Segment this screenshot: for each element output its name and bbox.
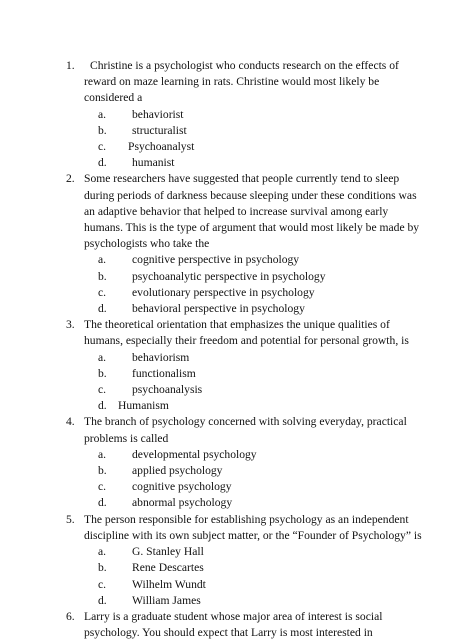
option-letter: d. [98,496,107,510]
option-b [84,123,428,139]
question-1 [66,58,428,171]
question-text: Christine is a psychologist who conducts research on the effects of reward on maze learning in rats. Christine would most likely be considered a [84,59,399,105]
question-text: The branch of psychology concerned with solving everyday, practical problems is called [84,415,407,445]
option-c [84,139,428,155]
option-letter: a. [98,545,107,559]
option-letter: a. [98,447,107,461]
question-5 [66,512,428,609]
option-list [84,447,428,512]
question-number: 5. [66,512,75,526]
option-b [84,269,428,285]
question-text: The person responsible for establishing psychology as an independent discipline with its own subject matter, or the “Founder of Psychology” is [84,512,422,542]
option-text: psychoanalytic perspective in psychology [132,269,326,283]
option-text: Rene Descartes [132,561,204,575]
option-text: humanist [132,156,175,170]
option-letter: b. [98,269,107,283]
option-text: Wilhelm Wundt [132,577,206,591]
question-text: Some researchers have suggested that people currently tend to sleep during periods of darkness because sleeping under these conditions was an adaptive behavior that helped to increase survival among early humans. This is the type of argument that would most likely be made by psychologists who take the [84,172,420,251]
option-text: cognitive perspective in psychology [132,253,300,267]
option-b [84,463,428,479]
option-letter: b. [98,561,107,575]
option-letter: a. [98,107,107,121]
question-number: 3. [66,318,75,332]
question-3 [66,317,428,414]
option-c [84,577,428,593]
option-letter: b. [98,366,107,380]
question-2 [66,171,428,317]
question-number: 1. [66,59,75,72]
option-text: G. Stanley Hall [132,545,204,559]
option-list [84,350,428,415]
option-text: applied psychology [132,464,223,478]
option-letter: c. [98,383,107,397]
option-text: William James [132,593,201,607]
option-d [84,398,428,414]
option-letter: d. [98,302,107,316]
question-4 [66,414,428,511]
option-letter: d. [98,593,107,607]
question-6 [66,609,428,641]
question-text: Larry is a graduate student whose major area of interest is social psychology. You should expect that Larry is most interested in [84,609,383,640]
option-a [84,544,428,560]
option-letter: d. [98,156,107,170]
option-d [84,155,428,171]
option-a [84,107,428,123]
option-letter: d. [98,399,107,413]
option-letter: c. [98,480,107,494]
option-letter: c. [98,577,107,591]
question-text: The theoretical orientation that emphasizes the unique qualities of humans, especially their freedom and potential for personal growth, is [84,318,409,348]
option-c [84,382,428,398]
option-list [84,252,428,317]
option-text: behavioral perspective in psychology [132,302,305,316]
option-c [84,285,428,301]
option-letter: b. [98,464,107,478]
option-letter: b. [98,123,107,137]
option-letter: c. [98,285,107,299]
option-text: structuralist [132,123,187,137]
option-d [84,593,428,609]
option-letter: a. [98,253,107,267]
option-text: psychoanalysis [132,383,203,397]
option-text: evolutionary perspective in psychology [132,285,315,299]
option-list [84,544,428,609]
option-text: developmental psychology [132,447,257,461]
question-number: 2. [66,172,75,186]
question-number: 4. [66,415,75,429]
option-letter: a. [98,350,107,364]
option-a [84,447,428,463]
question-list [66,58,428,641]
option-text: behaviorism [132,350,190,364]
option-b [84,366,428,382]
option-text: Psychoanalyst [128,140,195,154]
option-list [84,107,428,172]
option-a [84,350,428,366]
option-c [84,479,428,495]
option-text: functionalism [132,366,196,380]
option-letter: c. [98,140,107,154]
option-text: cognitive psychology [132,480,232,494]
option-d [84,495,428,511]
option-d [84,301,428,317]
option-text: abnormal psychology [132,496,233,510]
option-b [84,560,428,576]
option-text: Humanism [118,399,169,413]
option-a [84,252,428,268]
option-text: behaviorist [132,107,184,121]
question-number: 6. [66,609,75,623]
